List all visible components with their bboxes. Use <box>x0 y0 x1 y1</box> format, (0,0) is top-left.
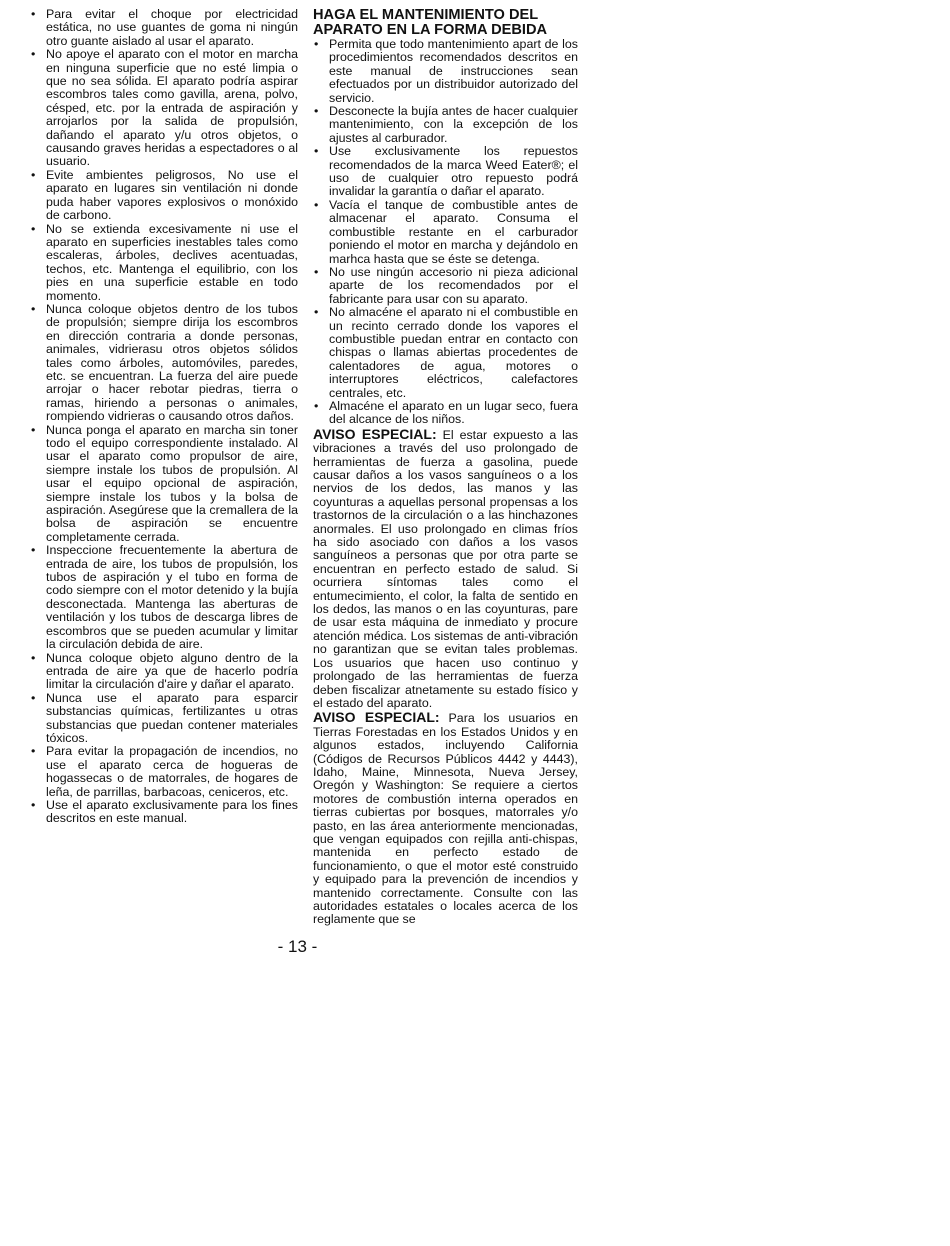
safety-list <box>30 8 298 826</box>
list-item: • Nunca coloque objeto alguno dentro de la entrada de aire ya que de hacerlo podría limitar la circulación d'aire y dañar el aparato. <box>30 652 298 692</box>
list-item: • Nunca coloque objetos dentro de los tubos de propulsión; siempre dirija los escombros en dirección contraria a donde personas, animales, vidrierasu otros objetos sólidos tales como árboles, automóviles, paredes, etc. se encuentran. La fuerza del aire puede arrojar o hacer rebotar piedras, tierra o ramas, hiriendo a personas o animales, rompiendo vidrieras o causando otros daños. <box>30 303 298 424</box>
list-item: • Permita que todo mantenimiento apart de los procedimientos recomendados descritos en este manual de instrucciones sean efectuados por un distribuidor autorizado del servicio. <box>313 38 578 105</box>
list-item: • Para evitar el choque por electricidad estática, no use guantes de goma ni ningún otro guante aislado al usar el aparato. <box>30 8 298 48</box>
special-notice-label: AVISO ESPECIAL: <box>313 709 440 726</box>
list-item: • Desconecte la bujía antes de hacer cualquier mantenimiento, con la excepción de los ajustes al carburador. <box>313 105 578 145</box>
list-item: • Evite ambientes peligrosos, No use el aparato en lugares sin ventilación ni donde puda haber vapores explosivos o monóxido de carbono. <box>30 169 298 223</box>
list-item: • Use el aparato exclusivamente para los fines descritos en este manual. <box>30 799 298 826</box>
special-notice-text: El estar expuesto a las vibraciones a través del uso prolongado de herramientas de fuerza a gasolina, puede causar daños a los vasos sanguíneos o a los nervios de los dedos, las manos y las coyunturas a aquellas personal propensas a los trastornos de la circulación o a las hinchazones anormales. El uso prolongado en climas fríos ha sido asociado con daños a los vasos sanguíneos a personas que por otra parte se encuentran en perfecto estado de salud. Si ocurriera síntomas tales como el entumecimiento, el color, la falta de sentido en los dedos, las manos o en las coyunturas, pare de usar esta máquina de inmediato y procure atención médica. Los sistemas de anti-vibración no garantizan que se evitan tales problemas. Los usuarios que hacen uso continuo y prolongado de las herramientas de fuerza deben fiscalizar atnetamente su estado físico y el estado del aparato. <box>313 427 579 710</box>
list-item: • No se extienda excesivamente ni use el aparato en superficies inestables tales como escaleras, árboles, declives acentuadas, techos, etc. Mantenga el equilibrio, con los pies en una superficie estable en todo momento. <box>30 223 298 303</box>
list-item: • No almacéne el aparato ni el combustible en un recinto cerrado donde los vapores el combustible puedan entrar en contacto con chispas o llamas abiertas procedentes de calentadores de agua, motores o interruptores eléctricos, calefactores centrales, etc. <box>313 306 578 400</box>
list-item: • Nunca ponga el aparato en marcha sin toner todo el equipo correspondiente instalado. Al usar el aparato como propulsor de aire, siempre instale los tubos de propulsión. Al usar el equipo opcional de aspiración, siempre instale los tubos y la bolsa de aspiración. Asegúrese que la cremallera de la bolsa de aspiración se encuentre completamente cerrada. <box>30 424 298 545</box>
list-item: • No use ningún accesorio ni pieza adicional aparte de los recomendados por el fabricante para usar con su aparato. <box>313 266 578 306</box>
list-item: • Use exclusivamente los repuestos recomendados de la marca Weed Eater®; el uso de cualquier otro repuesto podrá invalidar la garantía o dañar el aparato. <box>313 145 578 199</box>
special-notice-vibration <box>313 425 579 711</box>
list-item: • No apoye el aparato con el motor en marcha en ninguna superficie que no esté limpia o que no sea sólida. El aparato podría aspirar escombros tales como gavilla, arena, polvo, césped, etc. por la entrada de aspiración y arrojarlos por la salida de propulsión, dañando el aparato y/u otros objetos, o causando graves heridas a espectadores o al usuario. <box>30 48 298 169</box>
list-item: • Inspeccione frecuentemente la abertura de entrada de aire, los tubos de propulsión, los tubos de aspiración y el tubo en forma de codo siempre con el motor detenido y la bujía desconectada. Mantenga las aberturas de ventilación y los tubos de descarga libres de escombros que se pueden acumular y limitar la circulación debida de aire. <box>30 544 298 651</box>
section-heading: HAGA EL MANTENIMIENTO DEL APARATO EN LA FORMA DEBIDA <box>313 7 548 38</box>
special-notice-forest <box>313 711 578 927</box>
page-number: - 13 - <box>277 937 318 956</box>
list-item: • Nunca use el aparato para esparcir substancias químicas, fertilizantes u otras substancias que puedan contener materiales tóxicos. <box>30 692 298 746</box>
list-item: • Vacía el tanque de combustible antes de almacenar el aparato. Consuma el combustible restante en el carburador poniendo el motor en marcha y dejándolo en marhca hasta que se éste se detenga. <box>313 199 578 266</box>
right-column <box>313 8 578 927</box>
special-notice-text: Para los usuarios en Tierras Forestadas en los Estados Unidos y en algunos estados, incluyendo California (Códigos de Recursos Públicos 4442 y 4443), Idaho, Maine, Minnesota, Nueva Jersey, Oregón y Washington: Se requiere a ciertos motores de combustión interna operados en tierras cubiertas por bosques, matorrales y/o pasto, en las área anteriormente mencionadas, que vengan equipados con rejilla anti-chispas, mantenida en perfecto estado de funcionamiento, o que el motor esté construido y equipado para la prevención de incendios y mantenido correctamente. Consulte con las autoridades estatales o locales acerca de los reglamente que se <box>313 711 578 927</box>
list-item: • Almacéne el aparato en un lugar seco, fuera del alcance de los niños. <box>313 400 578 427</box>
maintenance-list <box>313 38 578 427</box>
special-notice-label: AVISO ESPECIAL: <box>313 425 437 442</box>
list-item: • Para evitar la propagación de incendios, no use el aparato cerca de hogueras de hogassecas o de matorrales, de hogares de leña, de parrillas, barbacoas, ceniceros, etc. <box>30 745 298 799</box>
left-column <box>30 8 298 826</box>
